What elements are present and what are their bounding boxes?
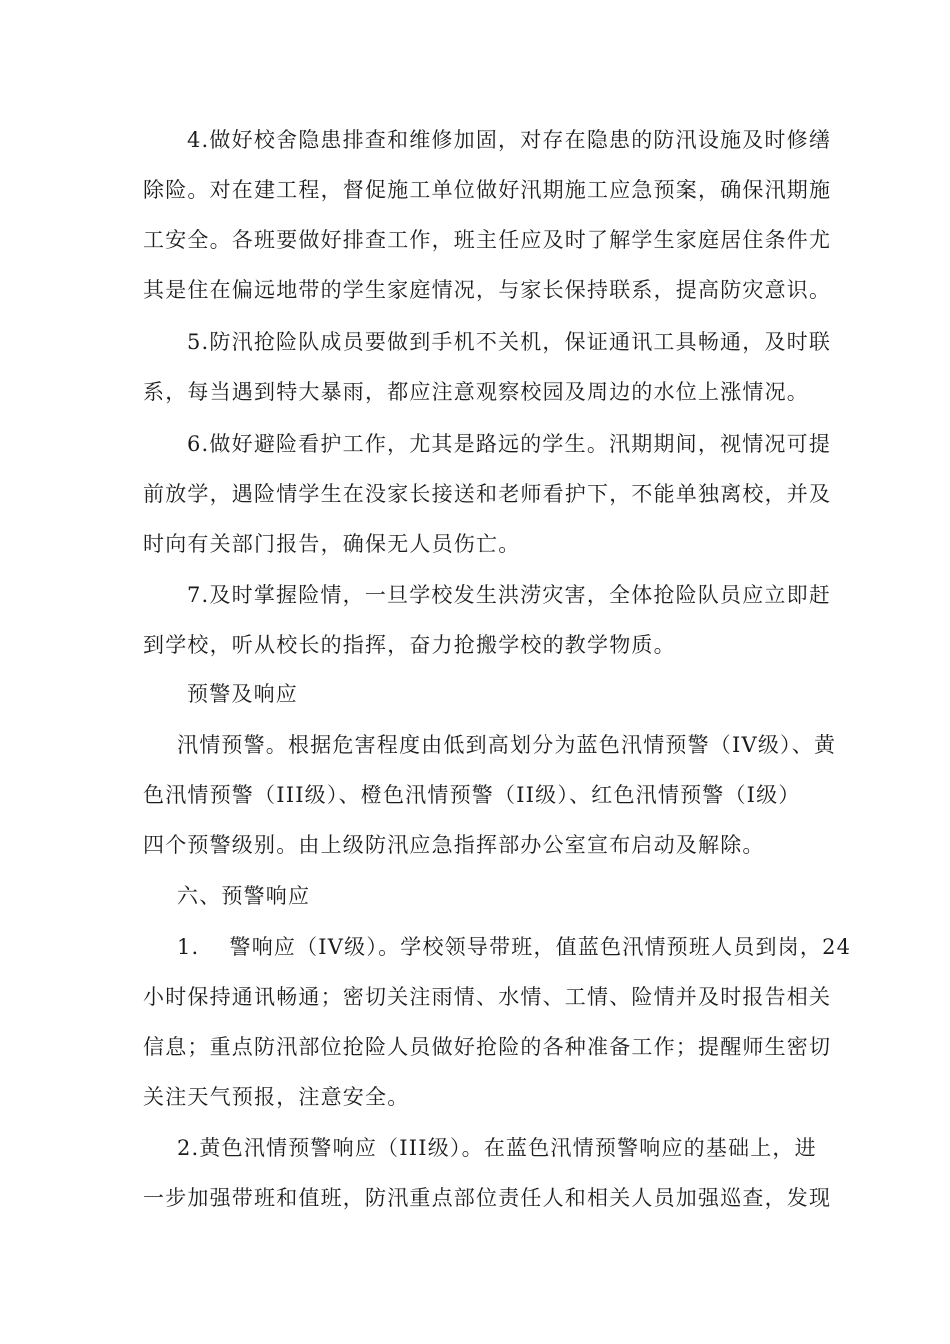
text-line: 5.防汛抢险队成员要做到手机不关机，保证通讯工具畅通，及时联	[187, 330, 832, 354]
text-line: 工安全。各班要做好排查工作，班主任应及时了解学生家庭居住条件尤	[143, 228, 832, 252]
text-line: 小时保持通讯畅通；密切关注雨情、水情、工情、险情并及时报告相关	[143, 985, 832, 1009]
section-heading: 六、预警响应	[177, 884, 311, 908]
text-line: 四个预警级别。由上级防汛应急指挥部办公室宣布启动及解除。	[143, 833, 765, 857]
text-line: 汛情预警。根据危害程度由低到高划分为蓝色汛情预警（IV级）、黄	[177, 733, 837, 757]
text-line: 系，每当遇到特大暴雨，都应注意观察校园及周边的水位上涨情况。	[143, 380, 809, 404]
text-line: 时向有关部门报告，确保无人员伤亡。	[143, 532, 521, 556]
text-line: 除险。对在建工程，督促施工单位做好汛期施工应急预案，确保汛期施	[143, 178, 832, 202]
text-line: 4.做好校舍隐患排查和维修加固，对存在隐患的防汛设施及时修缮	[187, 128, 832, 152]
text-line: 色汛情预警（III级）、橙色汛情预警（II级）、红色汛情预警（I级）	[143, 783, 801, 807]
text-line: 关注天气预报，注意安全。	[143, 1085, 410, 1109]
text-line: 其是住在偏远地带的学生家庭情况，与家长保持联系，提高防灾意识。	[143, 278, 832, 302]
section-heading: 预警及响应	[187, 682, 298, 706]
text-line: 前放学，遇险情学生在没家长接送和老师看护下，不能单独离校，并及	[143, 482, 832, 506]
text-line: 2.黄色汛情预警响应（III级）。在蓝色汛情预警响应的基础上，进	[177, 1136, 817, 1160]
text-line: 信息；重点防汛部位抢险人员做好抢险的各种准备工作；提醒师生密切	[143, 1035, 832, 1059]
text-line: 7.及时掌握险情，一旦学校发生洪涝灾害，全体抢险队员应立即赶	[187, 583, 832, 607]
text-line: 1. 警响应（IV级）。学校领导带班，值蓝色汛情预班人员到岗，24	[177, 935, 852, 959]
text-line: 到学校，听从校长的指挥，奋力抢搬学校的教学物质。	[143, 633, 676, 657]
text-line: 一步加强带班和值班，防汛重点部位责任人和相关人员加强巡查，发现	[143, 1186, 832, 1210]
text-line: 6.做好避险看护工作，尤其是路远的学生。汛期期间，视情况可提	[187, 432, 832, 456]
